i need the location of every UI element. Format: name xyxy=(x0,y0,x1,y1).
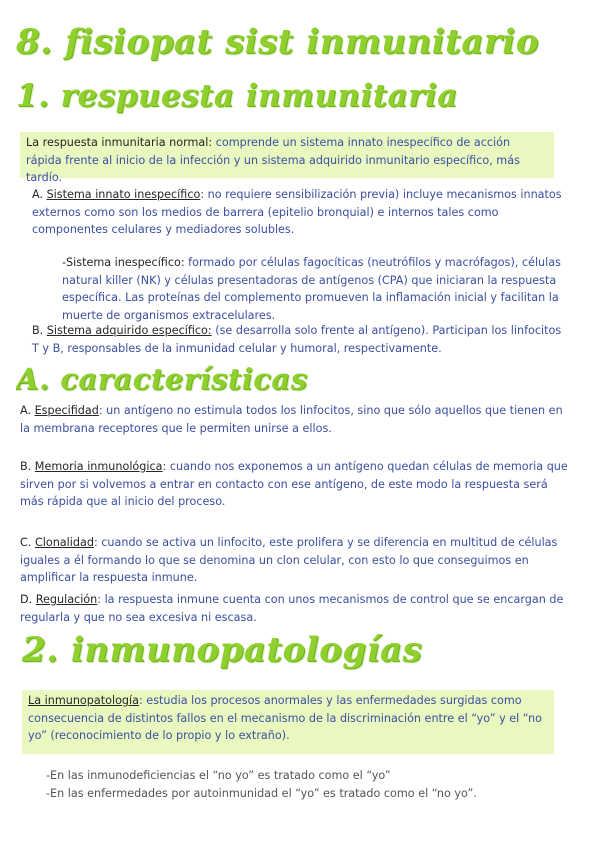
caracteristica-term: Regulación xyxy=(35,593,98,606)
innato-text: : no requiere sensibilización previa) incluye mecanismos innatos externos como son los medios de barrera (epitelio bronquial) e internos tales como componentes celulares y mediadores solubles. xyxy=(32,188,562,236)
caracteristica-text: : la respuesta inmune cuenta con unos mecanismos de control que se encargan de regularla y que no sea excesiva ni escasa. xyxy=(20,593,564,624)
adquirido-text: (se desarrolla solo frente al antígeno). Participan los linfocitos T y B, responsables de la inmunidad celular y humoral, respectivamente. xyxy=(32,324,562,355)
adquirido-paragraph: B. Sistema adquirido específico: (se desarrolla solo frente al antígeno). Participan los linfocitos T y B, responsables de la inmunidad celular y humoral, respectivamente. xyxy=(32,324,562,355)
inmunopatologia-term: La inmunopatología xyxy=(28,694,139,707)
inespecifico-term: -Sistema inespecífico: xyxy=(62,256,185,269)
section-title-respuesta: 1. respuesta inmunitaria xyxy=(16,78,458,114)
intro-term: La respuesta inmunitaria normal: xyxy=(26,136,213,149)
innato-paragraph: A. Sistema innato inespecífico: no requiere sensibilización previa) incluye mecanismos innatos externos como son los medios de barrera (epitelio bronquial) e internos tales como componentes celulares y mediadores solubles. xyxy=(32,188,562,236)
caracteristica-regulacion: D. Regulación: la respuesta inmune cuenta con unos mecanismos de control que se encargan de regularla y que no sea excesiva ni escasa. xyxy=(20,593,564,624)
inespecifico-paragraph xyxy=(62,254,566,324)
caracteristica-term: Clonalidad xyxy=(34,536,94,549)
caracteristica-text: : cuando se activa un linfocito, este prolifera y se diferencia en multitud de células iguales a él formando lo que se denomina un clon celular, con esto lo que conseguimos en amplificar la respuesta inmune. xyxy=(20,536,558,584)
inmunopatologia-highlight-box xyxy=(22,690,554,754)
main-title: 8. fisiopat sist inmunitario xyxy=(16,22,539,62)
section-title-inmunopatologias: 2. inmunopatologías xyxy=(22,630,423,670)
caracteristica-memoria: B. Memoria inmunológica: cuando nos exponemos a un antígeno quedan células de memoria que sirven por si volvemos a entrar en contacto con ese antígeno, de este modo la respuesta será más rápida que al inicio del proceso. xyxy=(20,460,568,508)
intro-highlight-box xyxy=(20,132,554,184)
bullet-autoinmunidad: -En las enfermedades por autoinmunidad el “yo” es tratado como el “no yo”. xyxy=(46,787,477,800)
caracteristica-text: : cuando nos exponemos a un antígeno quedan células de memoria que sirven por si volvemos a entrar en contacto con ese antígeno, de este modo la respuesta será más rápida que al inicio del proceso. xyxy=(20,460,568,508)
intro-text: comprende un sistema innato inespecífico de acción rápida frente al inicio de la infección y un sistema adquirido inmunitario específico, más tardío. xyxy=(26,136,520,184)
inmunopatologia-text: : estudia los procesos anormales y las enfermedades surgidas como consecuencia de distintos fallos en el mecanismo de la discriminación entre el “yo” y el “no yo” (reconocimiento de lo propio y lo extraño). xyxy=(28,694,542,742)
section-title-caracteristicas: A. características xyxy=(16,362,308,396)
caracteristica-term: Especifidad xyxy=(34,404,99,417)
caracteristica-clonalidad: C. Clonalidad: cuando se activa un linfocito, este prolifera y se diferencia en multitud de células iguales a él formando lo que se denomina un clon celular, con esto lo que conseguimos en amplificar la respuesta inmune. xyxy=(20,536,558,584)
adquirido-term: Sistema adquirido específico: xyxy=(46,324,212,337)
caracteristica-especifidad: A. Especifidad: un antígeno no estimula todos los linfocitos, sino que sólo aquellos que tienen en la membrana receptores que le permiten unirse a ellos. xyxy=(20,404,563,435)
caracteristica-text: : un antígeno no estimula todos los linfocitos, sino que sólo aquellos que tienen en la membrana receptores que le permiten unirse a ellos. xyxy=(20,404,563,435)
inespecifico-text: formado por células fagocíticas (neutrófilos y macrófagos), células natural killer (NK) y células presentadoras de antígenos (CPA) que iniciaran la respuesta específica. Las proteínas del complemento promueven la inflamación inicial y facilitan la muerte de organismos extracelulares. xyxy=(62,256,561,322)
innato-term: Sistema innato inespecífico xyxy=(46,188,201,201)
bullet-inmunodeficiencias: -En las inmunodeficiencias el “no yo” es tratado como el “yo” xyxy=(46,769,391,782)
caracteristica-term: Memoria inmunológica xyxy=(34,460,163,473)
